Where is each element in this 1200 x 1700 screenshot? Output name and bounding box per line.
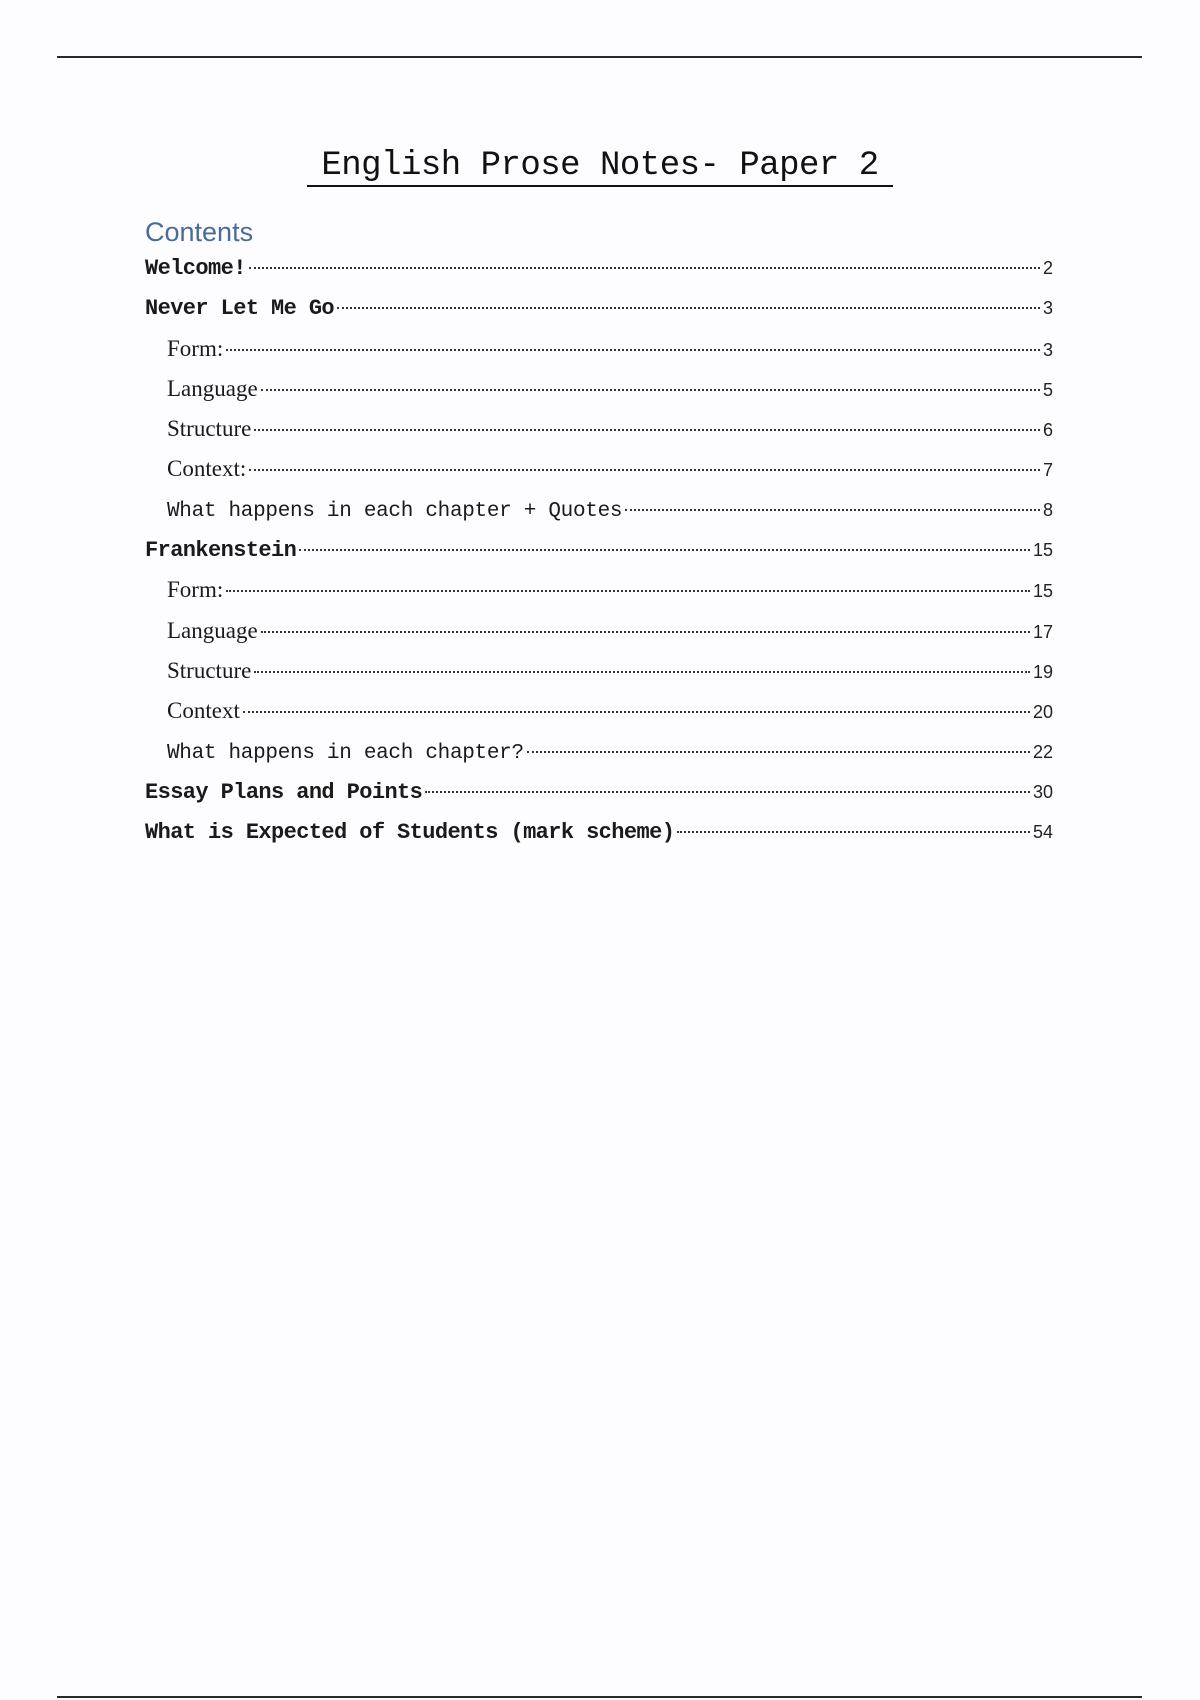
toc-dot-leader: [261, 631, 1030, 633]
toc-dot-leader: [425, 791, 1030, 793]
toc-dot-leader: [249, 469, 1040, 471]
toc-dot-leader: [226, 349, 1040, 351]
toc-entry-never-let-me-go[interactable]: [145, 292, 1053, 332]
toc-entry-label: Context:: [167, 456, 247, 482]
toc-dot-leader: [677, 831, 1030, 833]
toc-dot-leader: [261, 389, 1040, 391]
toc-entry-nlmg-chapters[interactable]: [145, 494, 1053, 534]
toc-page-number: 3: [1042, 298, 1053, 319]
footer-rule: [57, 1696, 1142, 1698]
toc-entry-welcome[interactable]: [145, 252, 1053, 292]
toc-page-number: 6: [1042, 420, 1053, 441]
toc-page-number: 2: [1042, 258, 1053, 278]
toc-entry-frank-structure[interactable]: [145, 655, 1053, 695]
toc-page-number: 8: [1042, 499, 1053, 520]
toc-entry-frank-chapters[interactable]: [145, 736, 1053, 776]
toc-dot-leader: [249, 267, 1040, 269]
toc-entry-label: Form:: [167, 577, 224, 603]
toc-entry-label: Form:: [167, 335, 224, 361]
toc-entry-label: What happens in each chapter?: [167, 741, 524, 765]
table-of-contents: [145, 252, 1053, 856]
toc-entry-label: Welcome!: [145, 256, 246, 281]
document-title-text: English Prose Notes- Paper 2: [307, 147, 892, 187]
toc-dot-leader: [243, 711, 1030, 713]
toc-entry-label: What happens in each chapter + Quotes: [167, 499, 623, 523]
toc-page-number: 7: [1042, 460, 1053, 481]
toc-entry-label: Structure: [167, 416, 252, 442]
document-title: [0, 144, 1200, 188]
toc-dot-leader: [625, 509, 1040, 511]
toc-page-number: 22: [1032, 741, 1053, 762]
toc-entry-label: Structure: [167, 657, 252, 683]
toc-entry-nlmg-context[interactable]: [145, 453, 1053, 493]
toc-entry-frank-language[interactable]: [145, 615, 1053, 655]
toc-page-number: 5: [1042, 379, 1053, 400]
toc-entry-label: What is Expected of Students (mark scheme): [145, 820, 675, 846]
toc-entry-label: Context: [167, 698, 240, 724]
toc-page-number: 3: [1042, 339, 1053, 360]
toc-page-number: 15: [1032, 540, 1053, 561]
toc-dot-leader: [337, 307, 1040, 309]
toc-entry-label: Language: [167, 617, 258, 643]
toc-entry-nlmg-structure[interactable]: [145, 413, 1053, 453]
toc-entry-mark-scheme[interactable]: [145, 816, 1053, 856]
header-rule: [57, 56, 1142, 58]
toc-dot-leader: [226, 590, 1030, 592]
contents-heading: Contents: [145, 217, 254, 247]
toc-dot-leader: [299, 549, 1030, 551]
toc-page-number: 30: [1032, 781, 1053, 802]
toc-dot-leader: [254, 671, 1030, 673]
toc-entry-essay-plans[interactable]: [145, 776, 1053, 816]
toc-entry-label: Never Let Me Go: [145, 296, 335, 322]
toc-entry-frankenstein[interactable]: [145, 534, 1053, 574]
toc-page-number: 15: [1032, 581, 1053, 602]
toc-page-number: 20: [1032, 702, 1053, 723]
toc-dot-leader: [254, 429, 1040, 431]
toc-page-number: 17: [1032, 621, 1053, 642]
toc-entry-nlmg-language[interactable]: [145, 373, 1053, 413]
toc-page-number: 54: [1032, 822, 1053, 843]
toc-dot-leader: [527, 751, 1030, 753]
toc-entry-label: Language: [167, 375, 258, 401]
toc-entry-frank-context[interactable]: [145, 695, 1053, 735]
toc-entry-nlmg-form[interactable]: [145, 333, 1053, 373]
toc-entry-label: Essay Plans and Points: [145, 779, 423, 805]
toc-entry-label: Frankenstein: [145, 538, 297, 564]
toc-page-number: 19: [1032, 661, 1053, 682]
toc-entry-frank-form[interactable]: [145, 574, 1053, 614]
